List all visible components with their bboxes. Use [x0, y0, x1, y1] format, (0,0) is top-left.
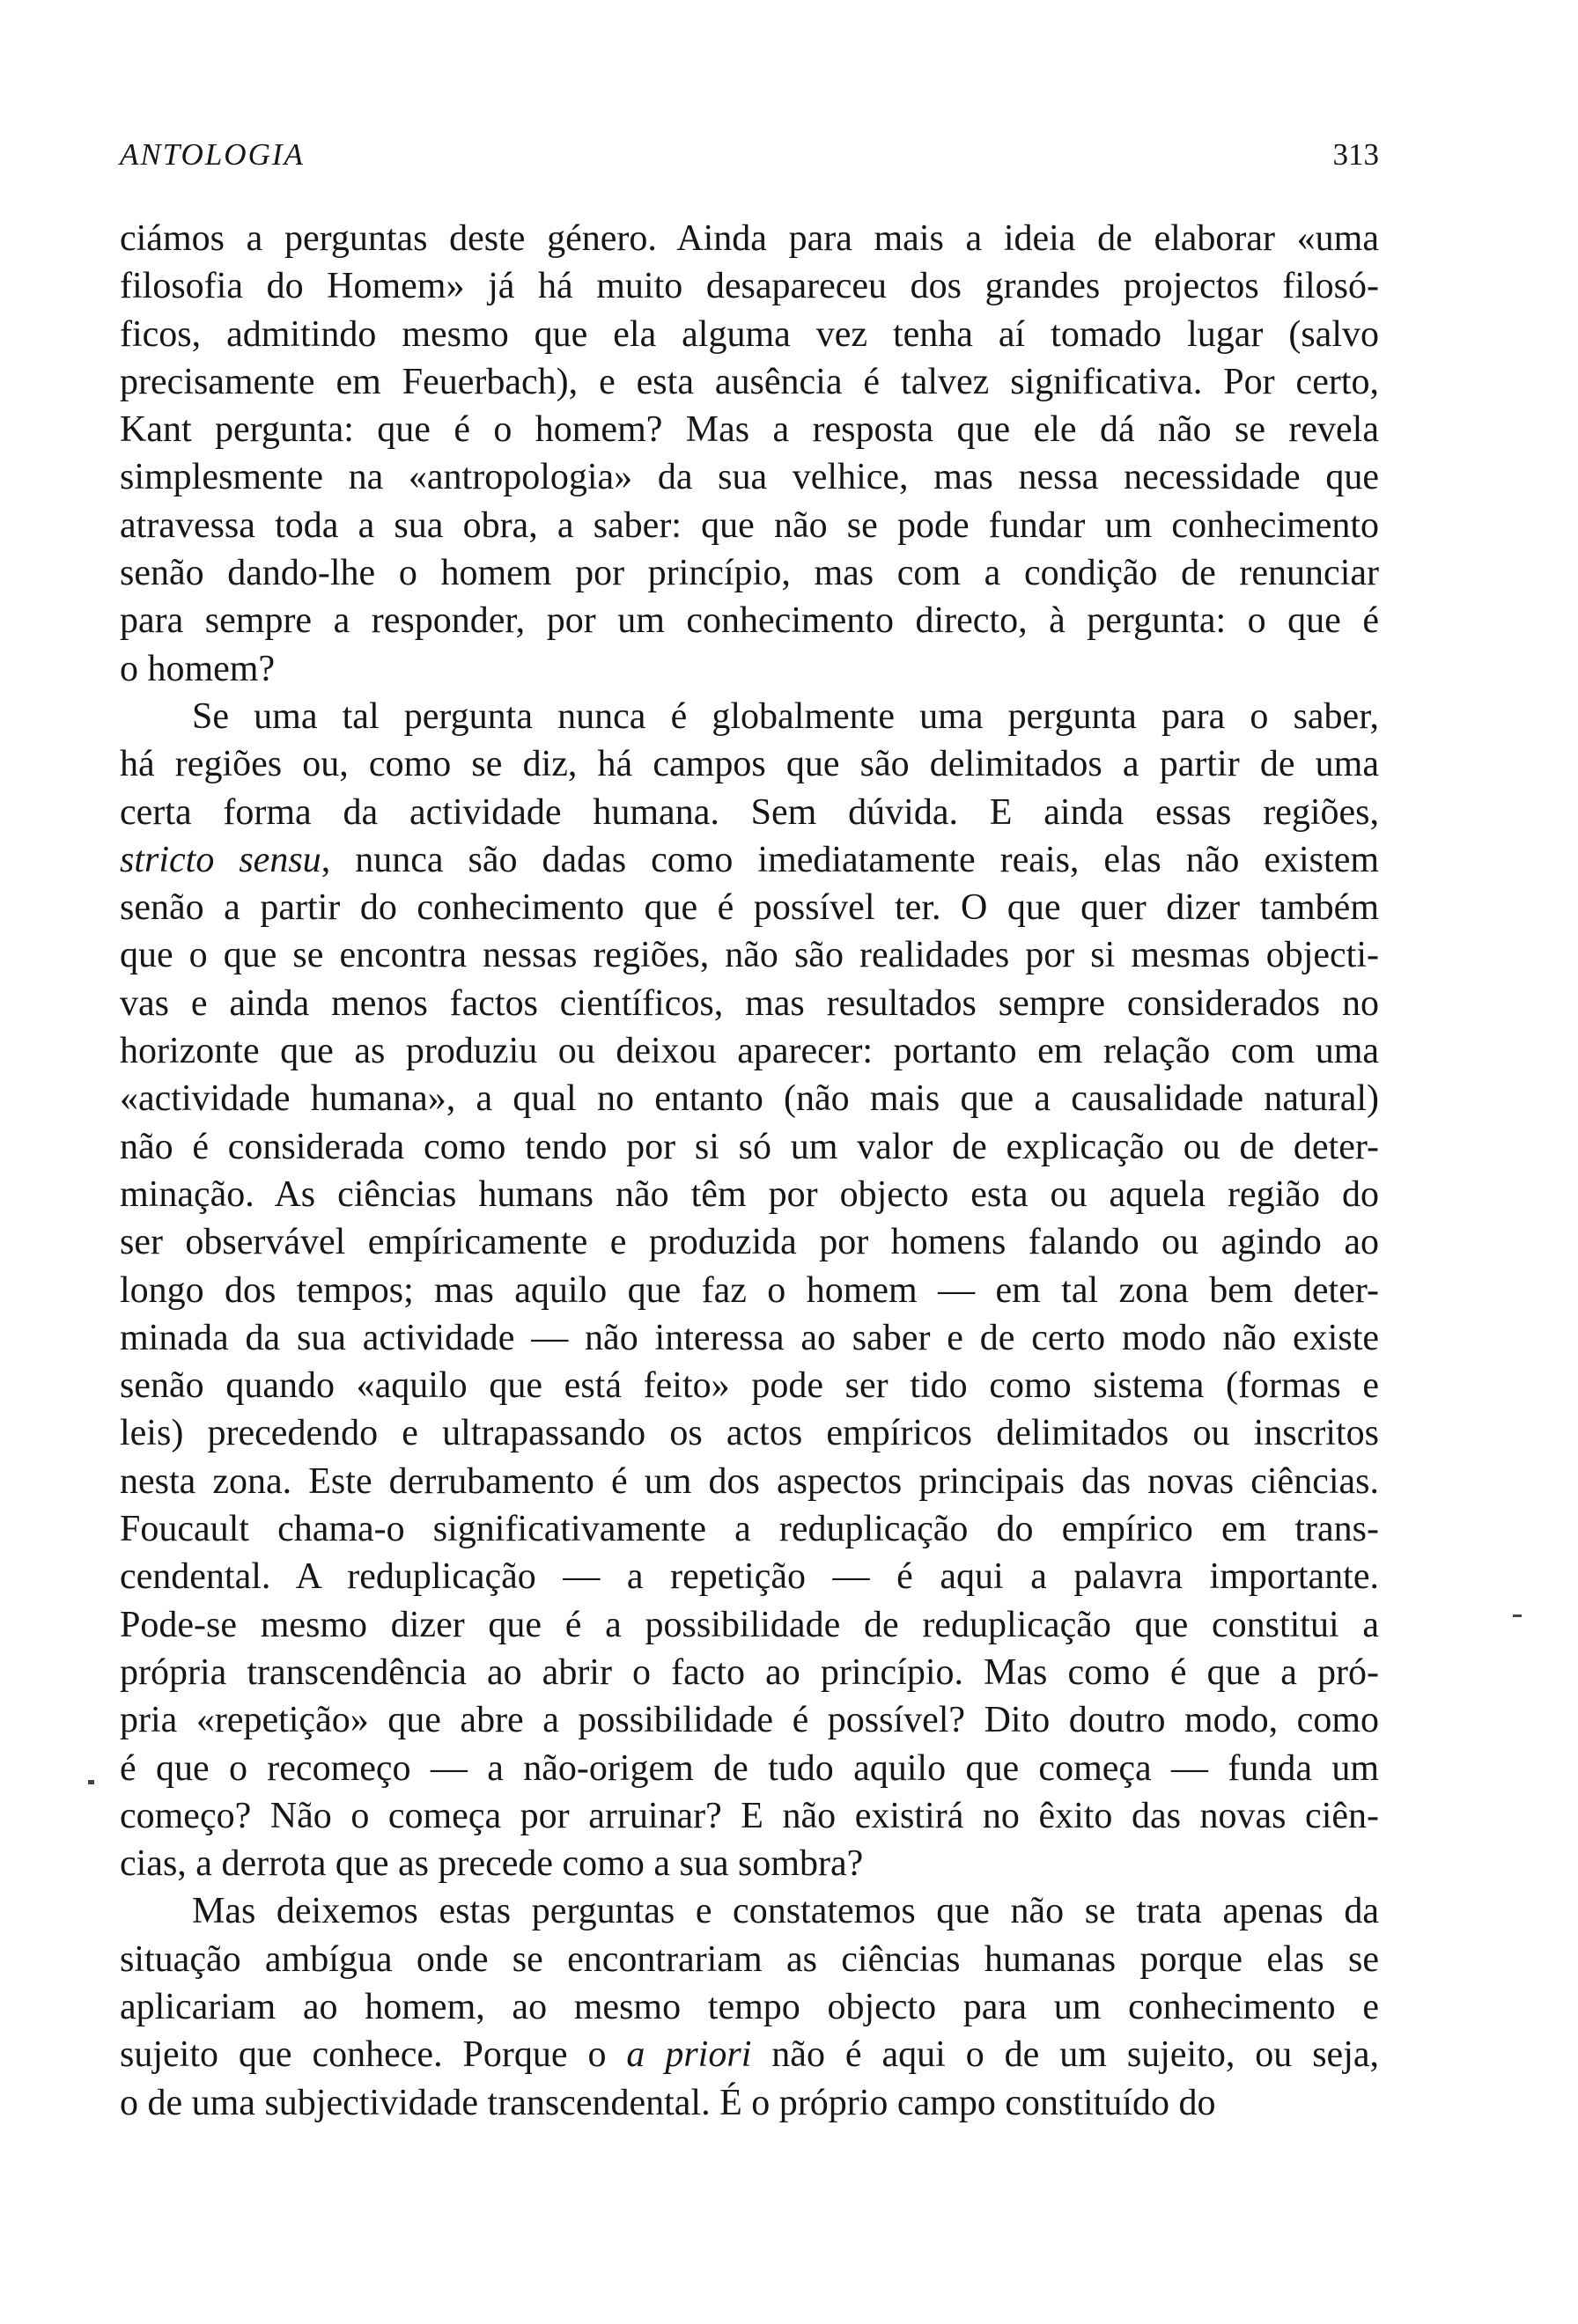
text-line: é que o recomeço — a não-origem de tudo aquilo que começa — funda um: [120, 1747, 1379, 1789]
text-line: senão quando «aquilo que está feito» pode ser tido como sistema (formas e: [120, 1365, 1379, 1407]
text-line: minação. As ciências humans não têm por objecto esta ou aquela região do: [120, 1173, 1379, 1215]
text-line: não é considerada como tendo por si só um valor de explicação ou de deter-: [120, 1126, 1379, 1167]
text-line: horizonte que as produziu ou deixou aparecer: portanto em relação com uma: [120, 1031, 1379, 1072]
text-line: minada da sua actividade — não interessa ao saber e de certo modo não existe: [120, 1317, 1379, 1358]
paragraph-1: [120, 215, 1379, 693]
text-line: pria «repetição» que abre a possibilidade é possível? Dito doutro modo, como: [120, 1700, 1379, 1741]
text-line: o de uma subjectividade transcendental. É o próprio campo constituído do: [120, 2082, 1216, 2123]
text-line: Foucault chama-o significativamente a reduplicação do empírico em trans-: [120, 1509, 1379, 1550]
text-line: começo? Não o começa por arruinar? E não existirá no êxito das novas ciên-: [120, 1795, 1379, 1836]
text-line: «actividade humana», a qual no entanto (não mais que a causalidade natural): [120, 1078, 1379, 1120]
text-line: certa forma da actividade humana. Sem dúvida. E ainda essas regiões,: [120, 791, 1379, 833]
text-line: stricto sensu, nunca são dadas como imediatamente reais, elas não existem: [120, 839, 1380, 880]
text-line: situação ambígua onde se encontrariam as ciências humanas porque elas se: [120, 1938, 1379, 1980]
text-line: longo dos tempos; mas aquilo que faz o homem — em tal zona bem deter-: [120, 1269, 1379, 1311]
body-text: [120, 215, 1379, 2127]
text-line: que o que se encontra nessas regiões, não são realidades por si mesmas objecti-: [120, 935, 1379, 976]
scan-speck: [1513, 1614, 1522, 1617]
text-line: senão dando-lhe o homem por princípio, mas com a condição de renunciar: [120, 553, 1379, 594]
text-line: para sempre a responder, por um conhecimento directo, à pergunta: o que é: [120, 600, 1379, 642]
text-line: nesta zona. Este derrubamento é um dos aspectos principais das novas ciências.: [120, 1460, 1379, 1502]
text-line: precisamente em Feuerbach), e esta ausência é talvez significativa. Por certo,: [120, 361, 1379, 402]
text-line: vas e ainda menos factos científicos, mas resultados sempre considerados no: [120, 982, 1379, 1024]
text-line: Pode-se mesmo dizer que é a possibilidade de reduplicação que constitui a: [120, 1604, 1379, 1645]
text-line: senão a partir do conhecimento que é possível ter. O que quer dizer também: [120, 887, 1379, 929]
text-line: cias, a derrota que as precede como a sua sombra?: [120, 1843, 864, 1885]
text-line: cendental. A reduplicação — a repetição — é aqui a palavra importante.: [120, 1556, 1379, 1598]
text-line: há regiões ou, como se diz, há campos que são delimitados a partir de uma: [120, 744, 1379, 785]
page-number: 313: [1332, 137, 1379, 172]
italic-term: a priori: [626, 2034, 752, 2076]
paragraph-2: [120, 693, 1379, 1887]
text-line: Mas deixemos estas perguntas e constatemos que não se trata apenas da: [192, 1891, 1379, 1932]
page-header: [120, 136, 1379, 174]
text-line: aplicariam ao homem, ao mesmo tempo objecto para um conhecimento e: [120, 1986, 1379, 2027]
text-line: ser observável empíricamente e produzida por homens falando ou agindo ao: [120, 1222, 1379, 1263]
text-line: ficos, admitindo mesmo que ela alguma vez tenha aí tomado lugar (salvo: [120, 313, 1379, 355]
text-line: atravessa toda a sua obra, a saber: que não se pode fundar um conhecimento: [120, 504, 1379, 546]
text-line: Se uma tal pergunta nunca é globalmente uma pergunta para o saber,: [192, 695, 1379, 737]
scan-speck: [88, 1780, 94, 1784]
running-head: ANTOLOGIA: [120, 137, 305, 172]
text-line: simplesmente na «antropologia» da sua velhice, mas nessa necessidade que: [120, 457, 1379, 498]
text-line: filosofia do Homem» já há muito desapareceu dos grandes projectos filosó-: [120, 266, 1379, 307]
text-line: própria transcendência ao abrir o facto ao princípio. Mas como é que a pró-: [120, 1651, 1379, 1693]
text-line: ciámos a perguntas deste género. Ainda para mais a ideia de elaborar «uma: [120, 218, 1379, 259]
text-line: Kant pergunta: que é o homem? Mas a resposta que ele dá não se revela: [120, 409, 1379, 451]
text-line: o homem?: [120, 648, 276, 689]
paragraph-3: [120, 1887, 1379, 2126]
text-line: sujeito que conhece. Porque o a priori não é aqui o de um sujeito, ou seja,: [120, 2034, 1380, 2076]
italic-term: stricto sensu: [120, 839, 321, 880]
text-line: leis) precedendo e ultrapassando os actos empíricos delimitados ou inscritos: [120, 1413, 1379, 1454]
